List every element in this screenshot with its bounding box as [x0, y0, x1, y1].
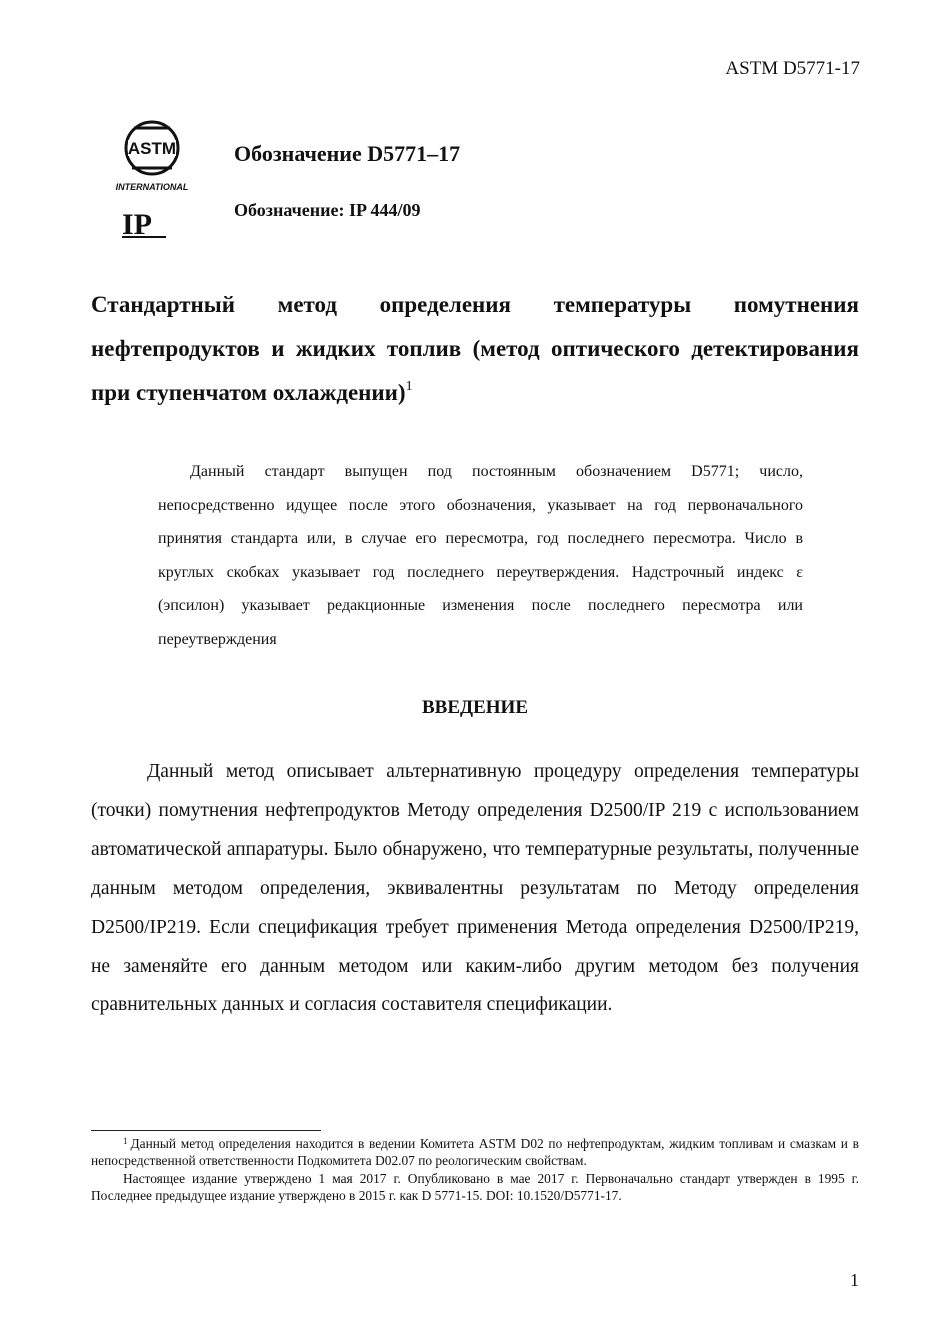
footnote-1-continuation: Настоящее издание утверждено 1 мая 2017 г. Опубликовано в мае 2017 г. Первоначально стандарт утвержден в 1995 г. Последнее предыдущее издание утверждено в 2015 г. как D 5771-15. DOI: 10.1520/D5771-17.: [91, 1170, 859, 1203]
designation-ip: Обозначение: IP 444/09: [234, 200, 421, 220]
logo-block: [112, 118, 202, 245]
page-number: 1: [850, 1270, 859, 1290]
footnote-1: [91, 1135, 859, 1170]
designation-main: Обозначение D5771–17: [234, 141, 461, 166]
footnote-divider: [91, 1130, 321, 1131]
footnote-1-text: Данный метод определения находится в ведении Комитета ASTM D02 по нефтепродуктам, жидким топливам и смазкам и в непосредственной ответственности Подкомитета D02.07 по реологическим свойствам.: [91, 1136, 859, 1169]
astm-international-text: INTERNATIONAL: [115, 182, 189, 192]
astm-logo-text: ASTM: [127, 139, 177, 158]
title-footnote-marker: 1: [405, 379, 413, 394]
astm-logo: [112, 118, 202, 196]
footnote-marker: 1: [123, 1136, 128, 1146]
introduction-paragraph: Данный метод описывает альтернативную процедуру определения температуры (точки) помутнения нефтепродуктов Методу определения D2500/IP 219 с использованием автоматической аппаратуры. Было обнаружено, что температурные результаты, полученные данным методом определения, эквивалентны результатам по Методу определения D2500/IP219. Если спецификация требует применения Метода определения D2500/IP219, не заменяйте его данным методом или каким-либо другим методом без получения сравнительных данных и согласия составителя спецификации.: [91, 761, 859, 1016]
ip-logo-text: IP: [122, 208, 152, 240]
standard-notice: Данный стандарт выпущен под постоянным обозначением D5771; число, непосредственно идущее после этого обозначения, указывает на год первоначального принятия стандарта или, в случае его пересмотра, год последнего пересмотра. Число в круглых скобках указывает год последнего переутверждения. Надстрочный индекс ε (эпсилон) указывает редакционные изменения после последнего пересмотра или переутверждения: [158, 463, 803, 648]
document-title: [91, 283, 859, 415]
ip-logo: [120, 206, 202, 245]
document-code-header: ASTM D5771-17: [725, 58, 860, 79]
footnotes: [91, 1135, 859, 1204]
introduction-heading: ВВЕДЕНИЕ: [422, 697, 528, 718]
document-title-text: Стандартный метод определения температуры помутнения нефтепродуктов и жидких топлив (метод оптического детектирования при ступенчатом охлаждении): [91, 292, 859, 405]
